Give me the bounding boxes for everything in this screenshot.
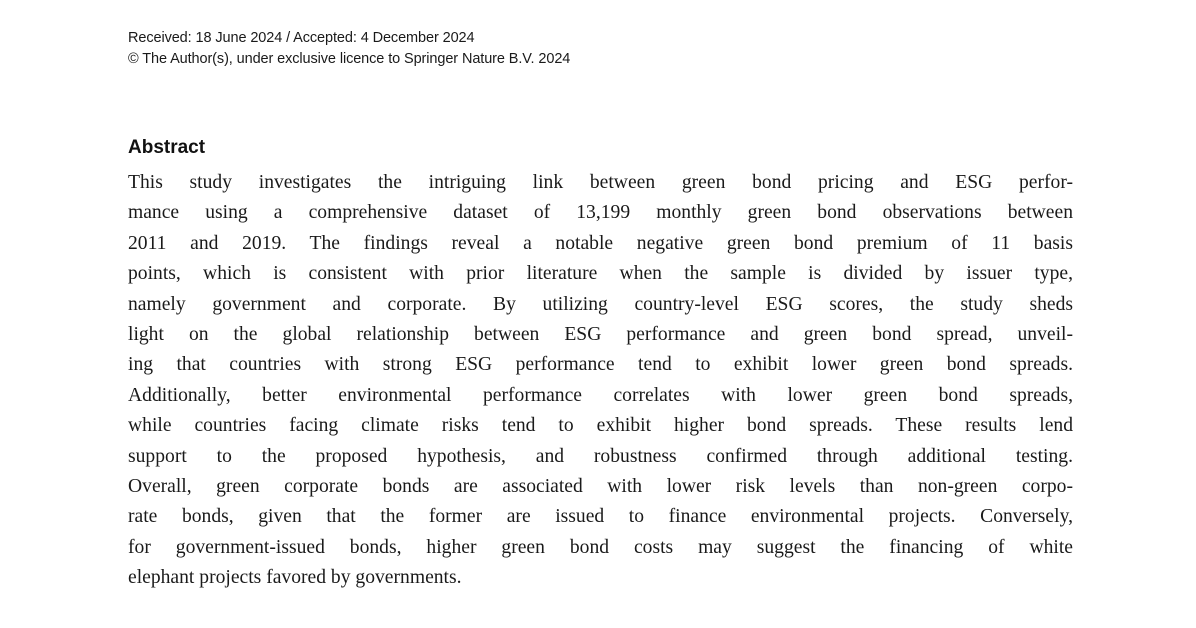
abstract-line: points, which is consistent with prior literature when the sample is divided by issuer type, [128,263,1073,285]
abstract-line: 2011 and 2019. The findings reveal a notable negative green bond premium of 11 basis [128,232,1073,254]
abstract-line: support to the proposed hypothesis, and robustness confirmed through additional testing. [128,445,1073,467]
abstract-line: mance using a comprehensive dataset of 13,199 monthly green bond observations between [128,202,1073,224]
abstract-line: ing that countries with strong ESG performance tend to exhibit lower green bond spreads. [128,354,1073,376]
abstract-line: while countries facing climate risks tend to exhibit higher bond spreads. These results lend [128,415,1073,437]
article-history [128,28,570,70]
abstract-line: This study investigates the intriguing link between green bond pricing and ESG perfor- [128,172,1073,193]
abstract-line: light on the global relationship between ESG performance and green bond spread, unveil- [128,323,1073,345]
abstract-line: for government-issued bonds, higher green bond costs may suggest the financing of white [128,536,1073,558]
article-page [128,0,1073,628]
abstract-line: namely government and corporate. By utilizing country-level ESG scores, the study sheds [128,293,1073,315]
abstract-line: Additionally, better environmental performance correlates with lower green bond spreads, [128,384,1073,406]
abstract-line: rate bonds, given that the former are issued to finance environmental projects. Conversely, [128,506,1073,528]
abstract-line: Overall, green corporate bonds are associated with lower risk levels than non-green corpo- [128,475,1073,497]
abstract-heading: Abstract [128,137,206,158]
received-accepted-dates: Received: 18 June 2024 / Accepted: 4 December 2024 [128,30,475,46]
copyright-notice: © The Author(s), under exclusive licence to Springer Nature B.V. 2024 [128,51,571,67]
abstract-line: elephant projects favored by governments. [128,567,462,589]
abstract-text [128,168,1073,593]
